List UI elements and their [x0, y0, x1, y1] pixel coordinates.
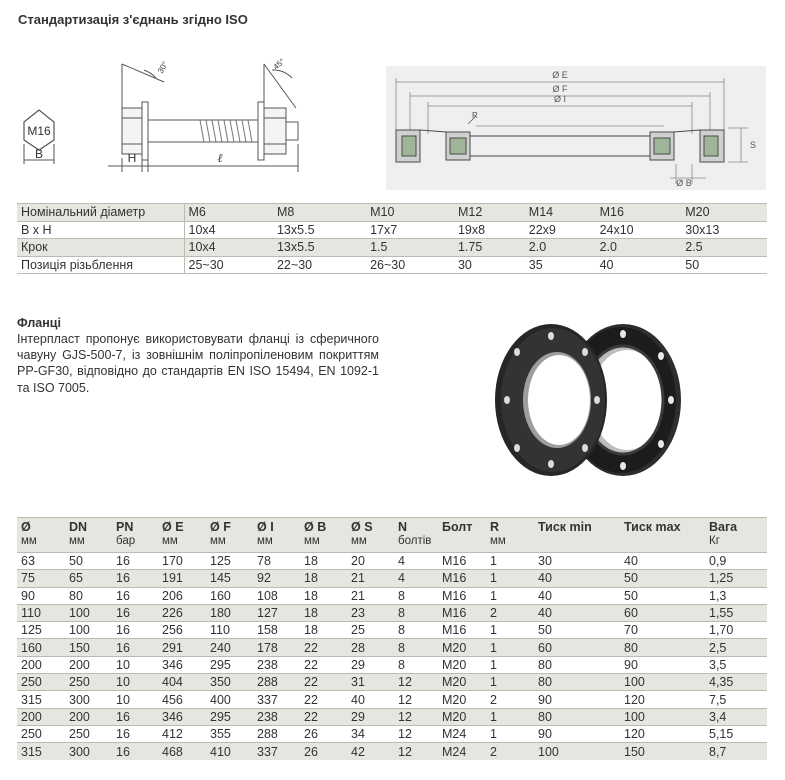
- table-cell: 63: [17, 553, 65, 570]
- table-cell: 20: [347, 553, 394, 570]
- table-header-row: Ø мм DN мм PN бар Ø E мм Ø F мм Ø I мм Ø B мм Ø S мм N болтів Болт R мм Тиск min Тиск max Вага Кг: [17, 518, 767, 553]
- table-cell: 468: [158, 743, 206, 760]
- table-cell: 31: [347, 674, 394, 691]
- table-cell: 18: [300, 553, 347, 570]
- table-cell: 16: [112, 587, 158, 604]
- table-cell: 18: [300, 604, 347, 621]
- table-cell: 80: [534, 708, 620, 725]
- table-cell: 1: [486, 570, 534, 587]
- table-cell: 1,25: [705, 570, 767, 587]
- table-cell: 288: [253, 725, 300, 742]
- table-cell: 226: [158, 604, 206, 621]
- table-cell: 200: [17, 656, 65, 673]
- table-cell: 29: [347, 708, 394, 725]
- table-cell: 10: [112, 691, 158, 708]
- table-cell: 2: [486, 604, 534, 621]
- table-cell: 100: [65, 604, 112, 621]
- table-cell: 8: [394, 656, 438, 673]
- table-cell: 355: [206, 725, 253, 742]
- table-cell: 50: [534, 622, 620, 639]
- table-cell: 90: [534, 725, 620, 742]
- table-cell: 60: [620, 604, 705, 621]
- table-cell: 1,70: [705, 622, 767, 639]
- table-cell: 22: [300, 639, 347, 656]
- table-cell: 180: [206, 604, 253, 621]
- table-cell: 26: [300, 725, 347, 742]
- table-cell: 295: [206, 708, 253, 725]
- dim-b-label: Ø B: [676, 178, 692, 188]
- table-row: [17, 604, 767, 621]
- table-cell: 26: [300, 743, 347, 760]
- table-cell: 42: [347, 743, 394, 760]
- dim-e-label: Ø E: [552, 70, 568, 80]
- spec-table: [17, 203, 767, 274]
- table-cell: 170: [158, 553, 206, 570]
- table-cell: 238: [253, 708, 300, 725]
- table-cell: 16: [112, 708, 158, 725]
- table-cell: 18: [300, 570, 347, 587]
- table-cell: 18: [300, 622, 347, 639]
- table-cell: 2,5: [705, 639, 767, 656]
- dim-i-label: Ø I: [553, 94, 567, 104]
- flanges-title: Фланці: [17, 316, 61, 330]
- table-cell: 40: [347, 691, 394, 708]
- table-row: [17, 725, 767, 742]
- table-cell: 12: [394, 743, 438, 760]
- bolt-head: [122, 108, 142, 154]
- table-cell: 28: [347, 639, 394, 656]
- table-cell: 16: [112, 743, 158, 760]
- table-cell: 60: [534, 639, 620, 656]
- table-cell: 10: [112, 674, 158, 691]
- table-cell: 16: [112, 622, 158, 639]
- table-cell: 40: [620, 553, 705, 570]
- table-cell: 100: [534, 743, 620, 760]
- table-row: [17, 570, 767, 587]
- table-cell: 21: [347, 587, 394, 604]
- table-cell: 110: [17, 604, 65, 621]
- table-cell: 400: [206, 691, 253, 708]
- table-cell: M16: [438, 604, 486, 621]
- table-cell: 238: [253, 656, 300, 673]
- table-cell: 50: [620, 587, 705, 604]
- table-cell: 22: [300, 708, 347, 725]
- table-cell: 16: [112, 639, 158, 656]
- table-cell: 16: [112, 570, 158, 587]
- table-cell: 16: [112, 725, 158, 742]
- nut-side: [264, 108, 286, 154]
- dim-r-label: R: [472, 111, 478, 120]
- table-cell: 158: [253, 622, 300, 639]
- table-cell: 410: [206, 743, 253, 760]
- table-cell: 1: [486, 639, 534, 656]
- table-cell: 18: [300, 587, 347, 604]
- table-cell: 90: [17, 587, 65, 604]
- table-cell: 4: [394, 553, 438, 570]
- table-row: [17, 674, 767, 691]
- table-row: [17, 639, 767, 656]
- table-row: B x H 10x4 13x5.5 17x7 19x8 22x9 24x10 30x13: [17, 221, 767, 239]
- table-cell: 8,7: [705, 743, 767, 760]
- flange-image-left: [495, 324, 607, 476]
- table-cell: 108: [253, 587, 300, 604]
- table-cell: 12: [394, 674, 438, 691]
- table-cell: 7,5: [705, 691, 767, 708]
- table-cell: 350: [206, 674, 253, 691]
- table-cell: 0,9: [705, 553, 767, 570]
- table-cell: M16: [438, 587, 486, 604]
- table-cell: 3,4: [705, 708, 767, 725]
- table-cell: 250: [17, 674, 65, 691]
- table-cell: M16: [438, 553, 486, 570]
- table-cell: 291: [158, 639, 206, 656]
- table-cell: 160: [17, 639, 65, 656]
- table-cell: 1: [486, 674, 534, 691]
- table-cell: 127: [253, 604, 300, 621]
- table-cell: 22: [300, 691, 347, 708]
- table-cell: 200: [17, 708, 65, 725]
- table-row: [17, 622, 767, 639]
- table-cell: 8: [394, 587, 438, 604]
- table-cell: 16: [112, 604, 158, 621]
- angle-45-label: 45°: [271, 56, 287, 72]
- bolt-drawing: [14, 44, 314, 184]
- table-cell: 456: [158, 691, 206, 708]
- table-cell: M16: [438, 622, 486, 639]
- table-cell: 337: [253, 691, 300, 708]
- dim-f-label: Ø F: [552, 84, 568, 94]
- table-cell: 92: [253, 570, 300, 587]
- table-cell: 8: [394, 622, 438, 639]
- flanges-description: Інтерпласт пропонує використовувати фланці із сферичного чавуну GJS-500-7, із зовнішнім поліпропіленовим покриттям PP-GF30, відповідно до стандартів EN ISO 15494, EN 1092-1 та ISO 7005.: [17, 332, 379, 395]
- table-cell: 29: [347, 656, 394, 673]
- table-row: [17, 587, 767, 604]
- table-cell: M24: [438, 725, 486, 742]
- table-cell: 1,3: [705, 587, 767, 604]
- table-cell: 315: [17, 743, 65, 760]
- table-cell: M20: [438, 639, 486, 656]
- table-cell: 80: [534, 674, 620, 691]
- dim-h-label: H: [127, 151, 137, 165]
- table-cell: M20: [438, 656, 486, 673]
- table-cell: 16: [112, 553, 158, 570]
- table-cell: 70: [620, 622, 705, 639]
- flanges-photo: [493, 316, 681, 482]
- dim-l-label: ℓ: [217, 151, 223, 165]
- table-cell: 1: [486, 553, 534, 570]
- table-row: [17, 656, 767, 673]
- table-cell: 1: [486, 587, 534, 604]
- dim-b-label: B: [34, 147, 44, 161]
- flange-table: [17, 517, 767, 760]
- table-cell: 30: [534, 553, 620, 570]
- table-cell: 150: [620, 743, 705, 760]
- table-cell: 1: [486, 622, 534, 639]
- table-cell: 40: [534, 570, 620, 587]
- table-cell: 3,5: [705, 656, 767, 673]
- table-cell: 250: [65, 674, 112, 691]
- table-cell: M24: [438, 743, 486, 760]
- table-cell: 40: [534, 587, 620, 604]
- table-cell: M20: [438, 708, 486, 725]
- table-cell: 1: [486, 656, 534, 673]
- table-cell: 150: [65, 639, 112, 656]
- table-cell: 206: [158, 587, 206, 604]
- table-row: Крок 10x4 13x5.5 1.5 1.75 2.0 2.0 2.5: [17, 239, 767, 257]
- table-cell: 4: [394, 570, 438, 587]
- table-cell: 412: [158, 725, 206, 742]
- table-cell: 80: [65, 587, 112, 604]
- section-title: Стандартизація з'єднань згідно ISO: [18, 12, 248, 27]
- table-cell: 8: [394, 604, 438, 621]
- table-cell: 80: [620, 639, 705, 656]
- table-cell: 90: [620, 656, 705, 673]
- table-cell: 22: [300, 656, 347, 673]
- table-cell: 65: [65, 570, 112, 587]
- flange-section-drawing: [386, 66, 766, 190]
- table-cell: 12: [394, 708, 438, 725]
- table-cell: 120: [620, 691, 705, 708]
- table-cell: 75: [17, 570, 65, 587]
- table-cell: 288: [253, 674, 300, 691]
- table-cell: 1,55: [705, 604, 767, 621]
- table-cell: 5,15: [705, 725, 767, 742]
- table-cell: 12: [394, 725, 438, 742]
- table-row: [17, 743, 767, 760]
- table-row: [17, 708, 767, 725]
- table-cell: 2: [486, 743, 534, 760]
- table-cell: 178: [253, 639, 300, 656]
- table-cell: 256: [158, 622, 206, 639]
- table-cell: 250: [65, 725, 112, 742]
- table-cell: 160: [206, 587, 253, 604]
- table-cell: 125: [17, 622, 65, 639]
- table-cell: 300: [65, 691, 112, 708]
- table-cell: 250: [17, 725, 65, 742]
- table-cell: 22: [300, 674, 347, 691]
- angle-30-label: 30°: [155, 60, 170, 75]
- table-row: Номінальний діаметр M6 M8 M10 M12 M14 M16 M20: [17, 204, 767, 222]
- table-cell: 346: [158, 708, 206, 725]
- table-cell: 100: [620, 674, 705, 691]
- table-cell: 200: [65, 708, 112, 725]
- table-cell: M16: [438, 570, 486, 587]
- table-cell: 34: [347, 725, 394, 742]
- table-row: Позиція різьблення 25~30 22~30 26~30 30 35 40 50: [17, 256, 767, 274]
- table-cell: 295: [206, 656, 253, 673]
- table-cell: 145: [206, 570, 253, 587]
- table-cell: 125: [206, 553, 253, 570]
- table-cell: M20: [438, 674, 486, 691]
- table-cell: 21: [347, 570, 394, 587]
- table-row: [17, 691, 767, 708]
- table-cell: 100: [620, 708, 705, 725]
- table-row: [17, 553, 767, 570]
- table-cell: 8: [394, 639, 438, 656]
- table-cell: 346: [158, 656, 206, 673]
- table-cell: 90: [534, 691, 620, 708]
- table-cell: 404: [158, 674, 206, 691]
- table-cell: 10: [112, 656, 158, 673]
- hex-label: M16: [27, 124, 51, 138]
- table-cell: 78: [253, 553, 300, 570]
- table-cell: 120: [620, 725, 705, 742]
- table-cell: 80: [534, 656, 620, 673]
- table-cell: 1: [486, 708, 534, 725]
- dim-s-label: S: [750, 140, 757, 150]
- table-cell: 40: [534, 604, 620, 621]
- table-cell: 300: [65, 743, 112, 760]
- table-cell: 240: [206, 639, 253, 656]
- table-cell: 50: [65, 553, 112, 570]
- table-cell: 100: [65, 622, 112, 639]
- table-cell: 200: [65, 656, 112, 673]
- table-cell: 337: [253, 743, 300, 760]
- table-cell: 110: [206, 622, 253, 639]
- table-cell: 2: [486, 691, 534, 708]
- table-cell: 1: [486, 725, 534, 742]
- table-cell: 23: [347, 604, 394, 621]
- table-cell: 12: [394, 691, 438, 708]
- table-cell: 50: [620, 570, 705, 587]
- table-cell: 25: [347, 622, 394, 639]
- table-cell: M20: [438, 691, 486, 708]
- table-cell: 191: [158, 570, 206, 587]
- table-cell: 4,35: [705, 674, 767, 691]
- table-cell: 315: [17, 691, 65, 708]
